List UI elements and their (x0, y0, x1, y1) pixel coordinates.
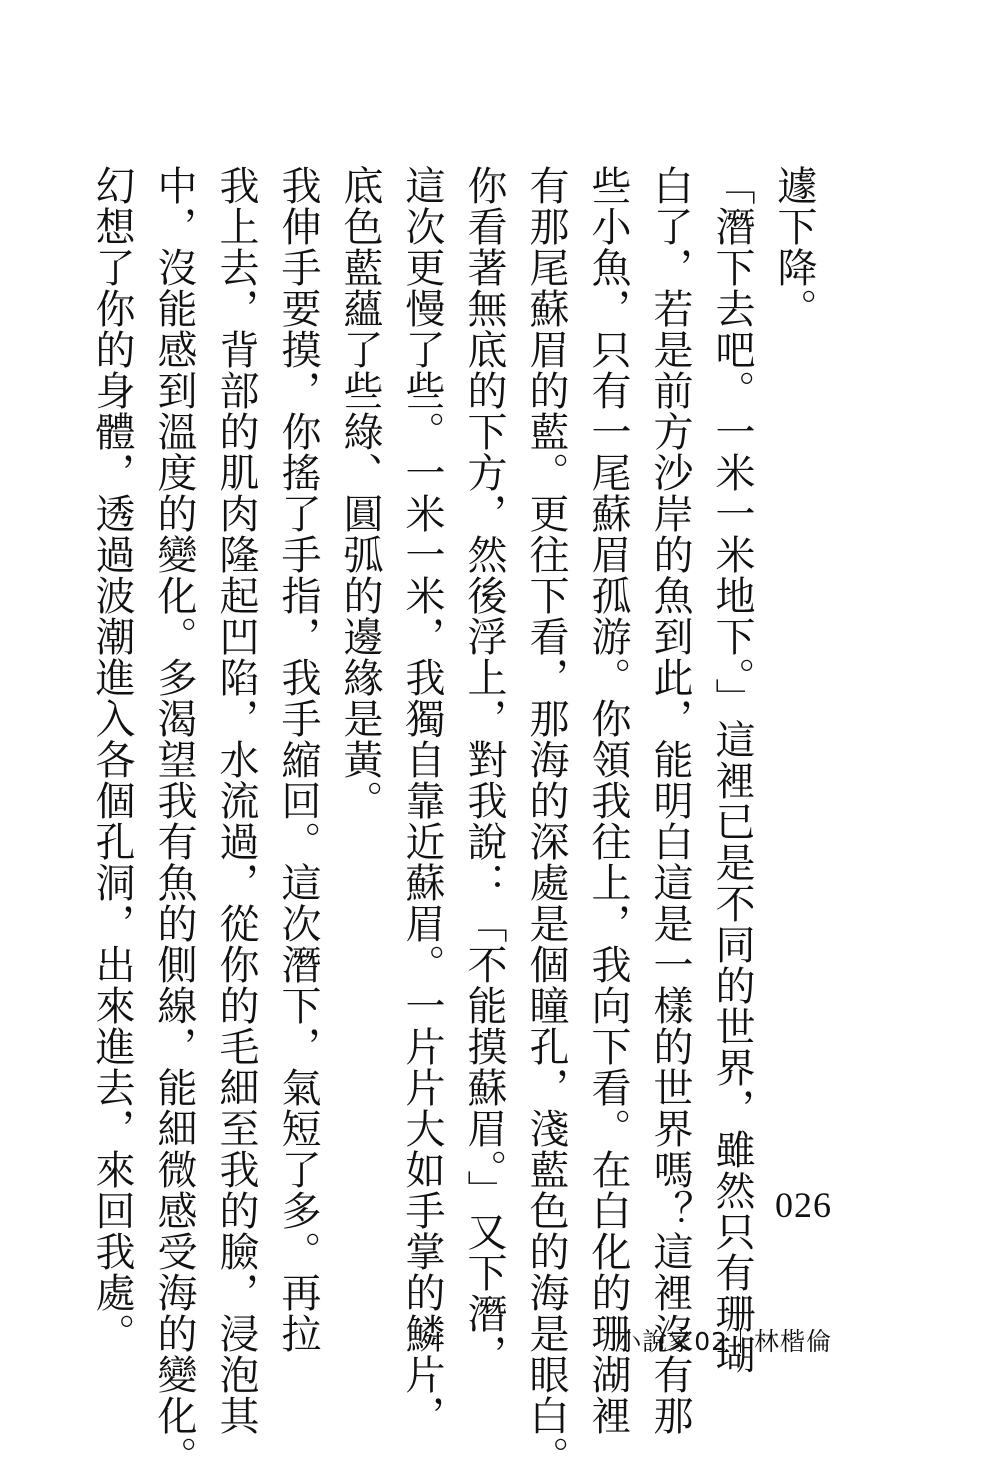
text-line: 些小魚，只有一尾蘇眉孤游。你領我往上，我向下看。在白化的珊湖裡 (585, 165, 631, 1436)
text-line: 你看著無底的下方，然後浮上，對我說：「不能摸蘇眉。」又下潛， (461, 165, 507, 1375)
text-line: 底色藍蘊了些綠、圓弧的邊緣是黃。 (337, 165, 383, 821)
text-line: 這次更慢了些。一米一米，我獨自靠近蘇眉。一片片大如手掌的鱗片， (399, 165, 445, 1436)
page-number: 026 (775, 1185, 832, 1225)
text-line: 我上去，背部的肌肉隆起凹陷，水流過，從你的毛細至我的臉，浸泡其 (213, 165, 259, 1436)
text-line: 「潛下去吧。一米一米地下。」這裡已是不同的世界，雖然只有珊瑚 (709, 165, 755, 1375)
text-line: 我伸手要摸，你搖了手指，我手縮回。這次潛下，氣短了多。再拉 (275, 165, 321, 1354)
text-line: 中，沒能感到溫度的變化。多渴望我有魚的側線，能細微感受海的變化。 (151, 165, 197, 1477)
text-line: 有那尾蘇眉的藍。更往下看，那海的深處是個瞳孔，淺藍色的海是眼白。 (523, 165, 569, 1477)
text-line: 白了，若是前方沙岸的魚到此，能明白這是一樣的世界嗎？這裡沒有那 (647, 165, 693, 1436)
footer-text: 小說家02｜林楷倫 (616, 1327, 832, 1356)
text-line: 幻想了你的身體，透過波潮進入各個孔洞，出來進去，來回我處。 (89, 165, 135, 1354)
text-line: 遽下降。 (771, 165, 817, 329)
